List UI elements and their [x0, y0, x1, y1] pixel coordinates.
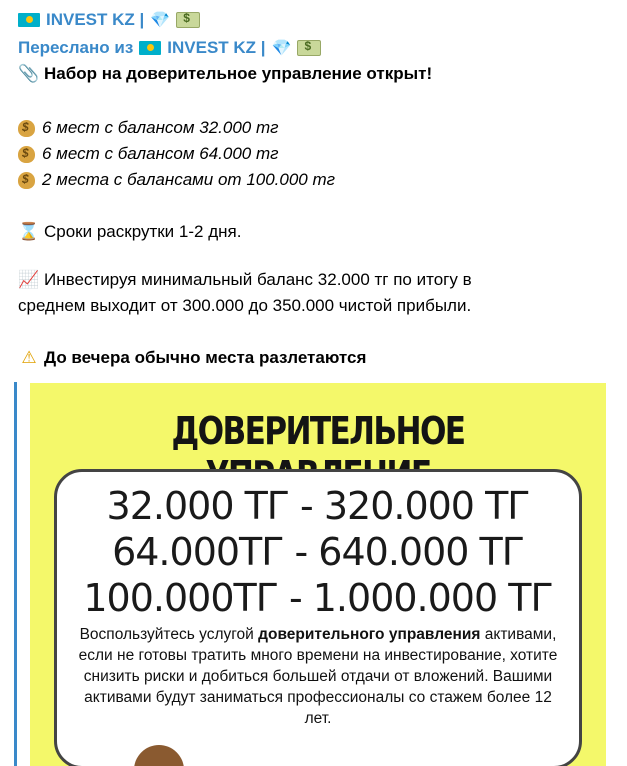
- sender-label: INVEST KZ |: [46, 10, 145, 29]
- price-range: 64.000ТГ - 640.000 ТГ: [112, 530, 524, 574]
- price-range: 32.000 ТГ - 320.000 ТГ: [106, 484, 530, 528]
- slot-text: 6 мест с балансом 64.000 тг: [42, 144, 279, 163]
- slot-item: [18, 170, 335, 190]
- chart-increasing-icon: 📈: [18, 270, 40, 289]
- sender-name[interactable]: [18, 10, 200, 30]
- slot-text: 6 мест с балансом 32.000 тг: [42, 118, 279, 137]
- price-range: 100.000ТГ - 1.000.000 ТГ: [83, 576, 553, 620]
- slot-text: 2 места с балансами от 100.000 тг: [42, 170, 336, 189]
- warning-line: [18, 348, 366, 368]
- diamond-icon: 💎: [271, 40, 292, 57]
- hourglass-icon: ⌛: [18, 222, 40, 241]
- forwarded-label: Переслано из: [18, 38, 134, 57]
- kz-flag-icon: [18, 13, 40, 27]
- money-icon: [176, 12, 200, 28]
- warning-icon: ⚠: [21, 348, 37, 367]
- money-icon: [297, 40, 321, 56]
- headline: [18, 64, 432, 84]
- kz-flag-icon: [139, 41, 161, 55]
- terms-line: [18, 222, 241, 242]
- invest-text: среднем выходит от 300.000 до 350.000 чистой прибыли.: [18, 296, 472, 315]
- warning-text: До вечера обычно места разлетаются: [44, 348, 367, 367]
- quote-bar: [14, 382, 17, 766]
- slot-item: [18, 144, 279, 164]
- invest-line: [18, 270, 472, 290]
- invest-line: [18, 296, 471, 316]
- poster-title: ДОВЕРИТЕЛЬНОЕ: [171, 409, 465, 453]
- money-bag-icon: [18, 146, 35, 163]
- slot-item: [18, 118, 279, 138]
- forwarded-channel: INVEST KZ |: [167, 38, 266, 57]
- terms-text: Сроки раскрутки 1-2 дня.: [44, 222, 242, 241]
- forwarded-from[interactable]: [18, 38, 321, 58]
- diamond-icon: 💎: [150, 12, 171, 29]
- price-box: [54, 469, 582, 766]
- headline-text: Набор на доверительное управление открыт!: [44, 64, 433, 83]
- poster-image[interactable]: [30, 383, 606, 766]
- money-bag-icon: [18, 172, 35, 189]
- invest-text: Инвестируя минимальный баланс 32.000 тг по итогу в: [44, 270, 472, 289]
- paperclip-icon: 📎: [18, 64, 40, 83]
- poster-description: Воспользуйтесь услугой доверительного управления активами, если не готовы тратить много времени на инвестирование, хотите снизить риски и добиться большей отдачи от вложений. Вашими активами будут заниматься профессионалы со стажем более 12 лет.: [78, 626, 558, 727]
- money-bag-icon: [18, 120, 35, 137]
